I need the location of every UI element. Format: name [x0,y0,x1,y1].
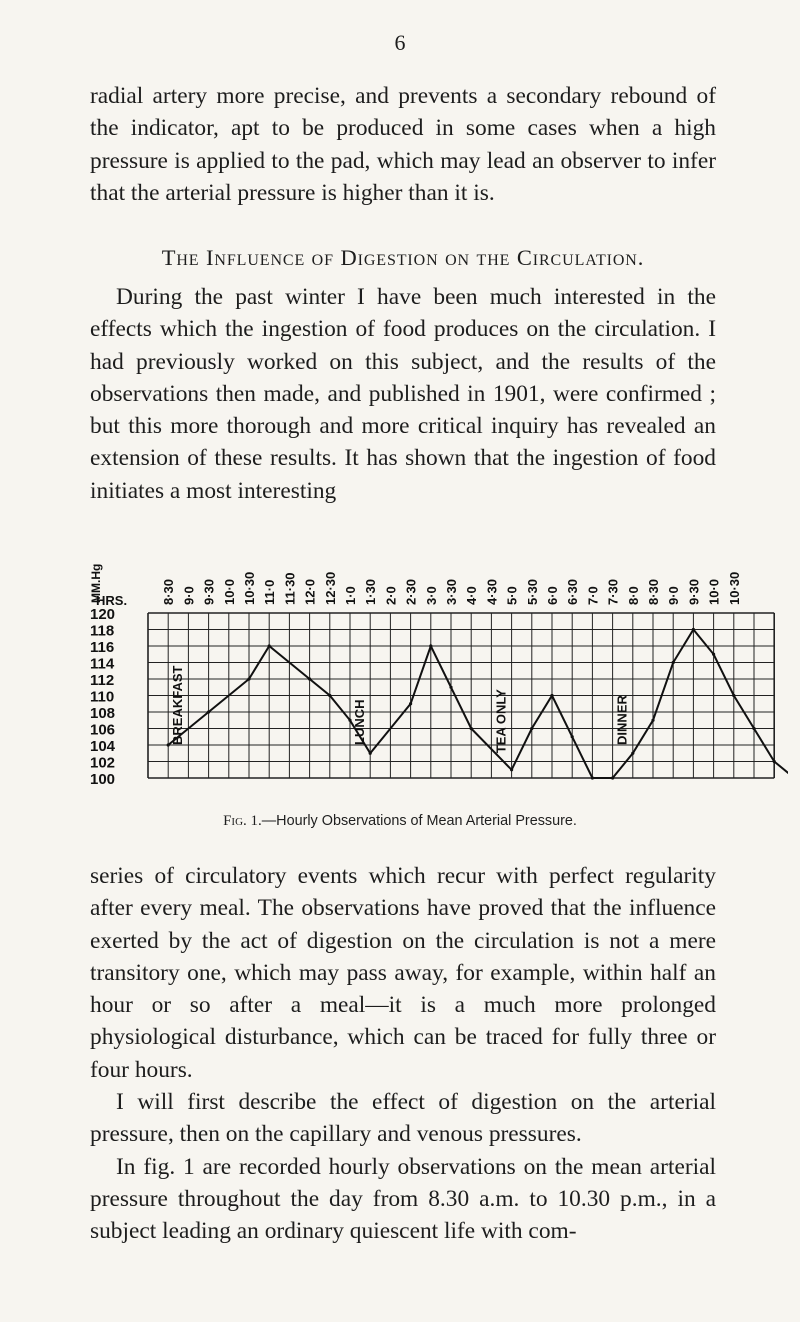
meal-annotation: TEA ONLY [493,689,509,754]
data-point [571,735,574,738]
data-point [247,677,250,680]
x-tick-label: 2·30 [403,578,419,605]
chart-svg [88,555,788,785]
paragraph: In fig. 1 are recorded hourly observations on the mean arterial pressure throughout the day from 8.30 a.m. to 10.30 p.m., in a subject leading an ordinary quiescent life with com- [90,1153,716,1245]
data-point [470,727,473,730]
x-tick-label: 10·0 [221,578,237,605]
x-tick-label: 10·30 [726,571,742,605]
body-text-intro [90,281,716,507]
y-tick-label: 104 [90,738,116,755]
data-point [611,776,614,779]
x-tick-label: 10·0 [706,578,722,605]
data-point [429,644,432,647]
x-tick-label: 8·30 [161,578,177,605]
y-tick-label: 108 [90,705,116,722]
y-tick-label: 102 [90,754,116,772]
data-point [409,702,412,705]
x-tick-label: 10·30 [242,571,257,605]
x-tick-label: 7·30 [605,578,621,605]
y-tick-label: 116 [90,639,115,656]
data-point [369,752,372,755]
x-tick-label: 11·0 [262,579,278,605]
body-text-bottom [90,860,716,1248]
figure-chart [88,555,788,785]
data-point [550,694,553,697]
data-point [651,719,654,722]
data-point [773,760,776,763]
y-tick-label: 120 [90,606,116,623]
data-point [510,768,513,771]
data-point [692,628,695,631]
x-tick-label: 5·30 [524,578,540,605]
y-tick-label: 112 [90,672,115,689]
x-tick-label: 4·30 [484,578,500,605]
caption-text: —Hourly Observations of Mean Arterial Pressure. [261,813,577,829]
data-point [449,686,452,689]
meal-annotation: BREAKFAST [170,665,186,745]
x-tick-label: 3·30 [444,578,459,605]
x-tick-label: 12·30 [322,571,338,605]
data-point [732,694,735,697]
y-tick-label: 106 [90,721,116,739]
body-text-top [90,80,716,209]
x-tick-label: 9·30 [201,578,217,605]
x-tick-label: 7·0 [585,586,601,605]
paragraph: During the past winter I have been much interested in the effects which the ingestion of food produces on the circulation. I had previously worked on this subject, and the results of the observations then made, and published in 1901, were confirmed ; but this more thorough and more critical inquiry has revealed an extension of these results. It has shown that the ingestion of food initiates a most interesting [90,284,716,504]
x-tick-label: 8·30 [646,578,661,605]
meal-annotation: LUNCH [352,699,367,745]
paragraph: I will first describe the effect of digestion on the arterial pressure, then on the capillary and venous pressures. [90,1089,716,1148]
caption-fig-number: Fig. 1. [223,813,262,829]
y-tick-label: 118 [90,622,115,640]
data-point [308,677,311,680]
x-axis-label: HRS. [96,593,128,608]
data-point [530,727,533,730]
data-point [631,752,634,755]
series-line [168,630,788,779]
meal-annotation: DINNER [614,695,630,745]
x-tick-label: 9·0 [181,586,197,605]
data-point [752,727,755,730]
paragraph: series of circulatory events which recur with perfect regularity after every meal. The observations have proved that the influence exerted by the act of digestion on the circulation is not a mere transitory one, which may pass away, for example, within half an hour or so after a meal—it is a much more prolonged physiological disturbance, which can be traced for fully three or four hours. [90,863,716,1083]
data-point [591,776,594,779]
data-point [207,710,210,713]
x-tick-label: 9·30 [686,578,702,605]
x-tick-label: 6·30 [565,578,581,605]
data-point [268,644,271,647]
y-tick-label: 114 [90,655,115,673]
x-tick-label: 6·0 [545,586,560,605]
x-tick-label: 4·0 [464,586,480,605]
y-tick-label: 100 [90,771,116,785]
page-number: 6 [394,30,406,55]
x-tick-label: 9·0 [666,586,682,605]
y-axis-label: MM.Hg [89,563,103,603]
x-tick-label: 11·30 [282,572,298,605]
data-point [712,653,715,656]
x-tick-label: 8·0 [625,586,641,605]
x-tick-label: 1·0 [343,586,358,605]
data-point [672,661,675,664]
data-point [328,694,331,697]
paragraph: radial artery more precise, and prevents a secondary rebound of the indicator, apt to be produced in some cases when a high pressure is applied to the pad, which may lead an observer to infer that the arterial pressure is higher than it is. [90,83,716,206]
section-heading: The Influence of Digestion on the Circulation. [161,245,645,270]
x-tick-label: 3·0 [423,586,439,605]
x-tick-label: 2·0 [383,586,399,605]
x-tick-label: 5·0 [504,586,520,605]
y-tick-label: 110 [90,688,115,706]
figure-caption [0,813,800,830]
x-tick-label: 1·30 [363,578,379,605]
x-tick-label: 12·0 [302,578,318,605]
